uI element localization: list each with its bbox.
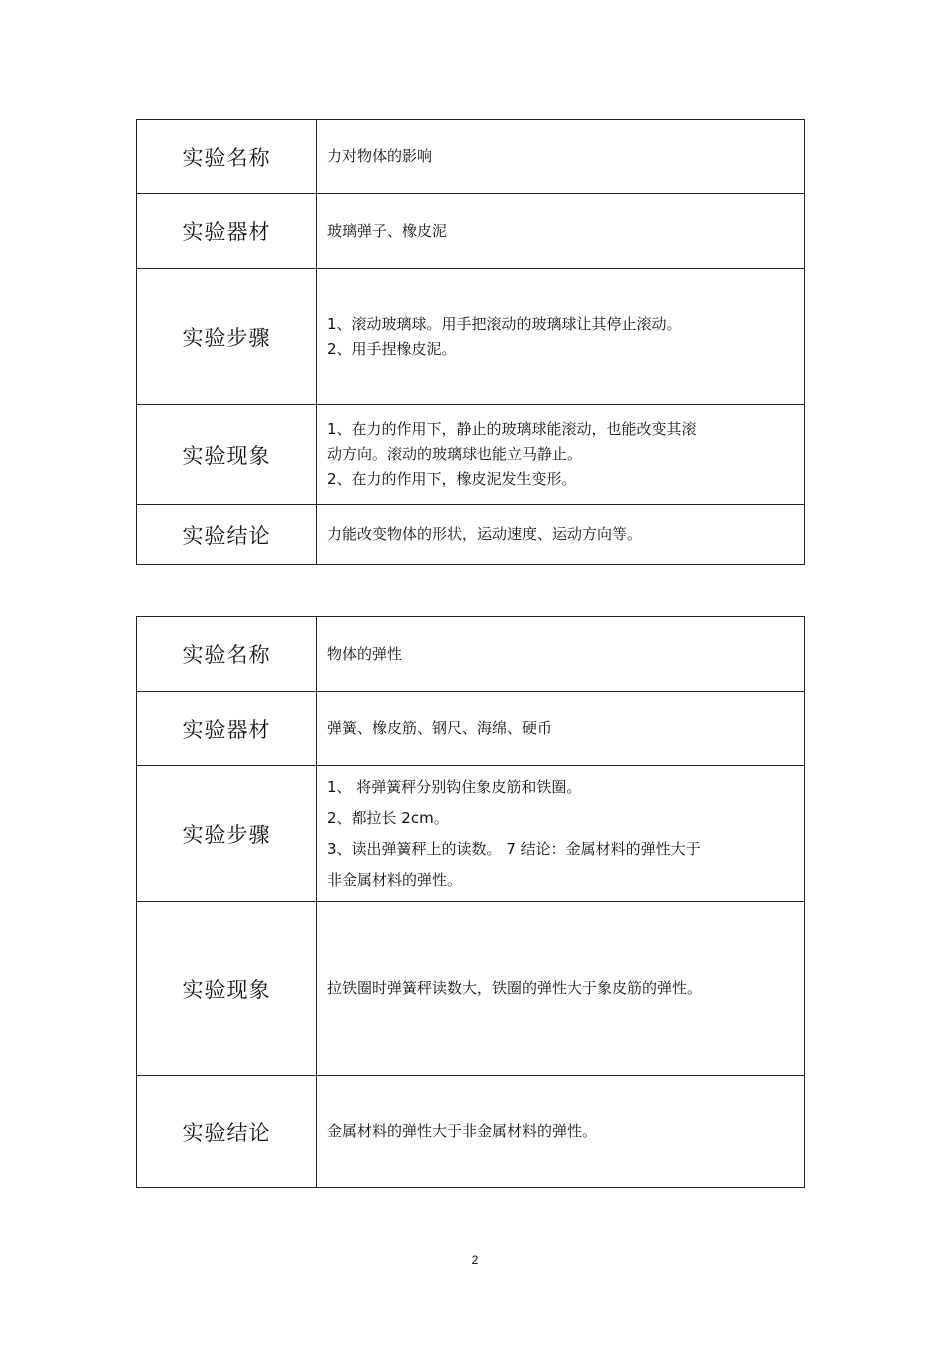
row-label: 实验名称 xyxy=(137,617,317,692)
text-line: 1、 将弹簧秤分别钩住象皮筋和铁圈。 xyxy=(327,777,582,796)
row-steps xyxy=(137,766,805,902)
row-phenomenon xyxy=(137,902,805,1076)
row-label: 实验现象 xyxy=(137,902,317,1076)
text-line: 力对物体的影响 xyxy=(327,147,433,165)
row-value xyxy=(317,120,805,194)
row-label: 实验器材 xyxy=(137,194,317,269)
row-experiment-name xyxy=(137,120,805,194)
text-line: 物体的弹性 xyxy=(327,644,403,663)
text-line: 1、滚动玻璃球。用手把滚动的玻璃球让其停止滚动。 xyxy=(327,314,682,333)
row-steps xyxy=(137,269,805,405)
page-number: 2 xyxy=(471,1253,479,1267)
row-label: 实验现象 xyxy=(137,405,317,505)
row-value xyxy=(317,766,805,902)
row-label: 实验名称 xyxy=(137,120,317,194)
experiment-table-2 xyxy=(136,616,805,1188)
row-value xyxy=(317,1076,805,1188)
text-line: 拉铁圈时弹簧秤读数大，铁圈的弹性大于象皮筋的弹性。 xyxy=(327,979,703,997)
text-line: 3、读出弹簧秤上的读数。 7 结论：金属材料的弹性大于 xyxy=(327,839,701,858)
row-experiment-name xyxy=(137,617,805,692)
row-value xyxy=(317,692,805,766)
row-label: 实验结论 xyxy=(137,505,317,565)
row-materials xyxy=(137,692,805,766)
row-phenomenon xyxy=(137,405,805,505)
text-line: 弹簧、橡皮筋、钢尺、海绵、硬币 xyxy=(327,719,553,737)
row-value xyxy=(317,269,805,405)
text-line: 非金属材料的弹性。 xyxy=(327,870,463,889)
row-label: 实验结论 xyxy=(137,1076,317,1188)
row-label: 实验步骤 xyxy=(137,766,317,902)
text-line: 力能改变物体的形状，运动速度、运动方向等。 xyxy=(327,525,643,543)
text-line: 金属材料的弹性大于非金属材料的弹性。 xyxy=(327,1122,598,1140)
text-line: 动方向。滚动的玻璃球也能立马静止。 xyxy=(327,445,583,463)
text-line: 2、都拉长 2cm。 xyxy=(327,808,449,827)
row-label: 实验器材 xyxy=(137,692,317,766)
text-line: 2、用手捏橡皮泥。 xyxy=(327,339,457,358)
row-value xyxy=(317,194,805,269)
row-value xyxy=(317,405,805,505)
row-value xyxy=(317,505,805,565)
row-label: 实验步骤 xyxy=(137,269,317,405)
row-value xyxy=(317,617,805,692)
text-line: 2、在力的作用下，橡皮泥发生变形。 xyxy=(327,470,577,488)
text-line: 1、在力的作用下，静止的玻璃球能滚动，也能改变其滚 xyxy=(327,420,697,438)
text-line: 玻璃弹子、橡皮泥 xyxy=(327,221,448,240)
row-value xyxy=(317,902,805,1076)
experiment-table-1 xyxy=(136,119,805,565)
row-materials xyxy=(137,194,805,269)
row-conclusion xyxy=(137,1076,805,1188)
row-conclusion xyxy=(137,505,805,565)
